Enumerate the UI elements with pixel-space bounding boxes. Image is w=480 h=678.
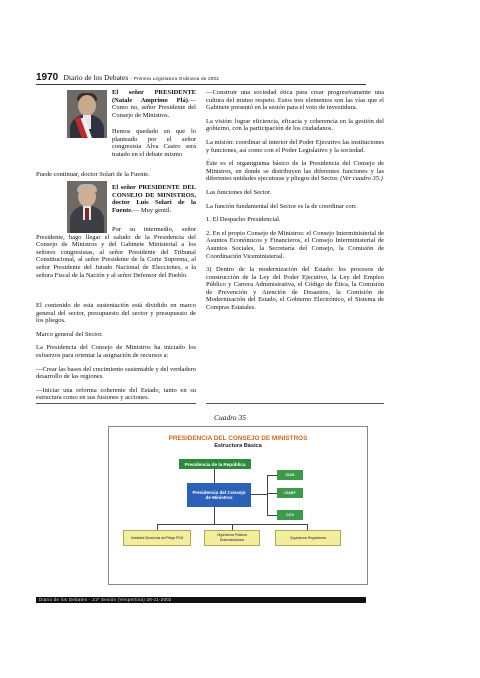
box-organismos-reguladores: Organismos Reguladores	[275, 530, 341, 546]
speaker2-heading: El señor PRESIDENTE DEL CONSEJO DE MINISTROS, doctor Luis Solari de la Fuente.	[112, 184, 196, 214]
speaker1-block	[112, 89, 196, 119]
page-number: 1970	[36, 72, 59, 83]
right-para3: La misión: coordinar al interior del Poder Ejecutivo las instituciones y funciones, así como con el Poder Legislativo y la sociedad.	[206, 138, 384, 154]
org-chart	[108, 426, 368, 585]
connector-ciaef	[267, 493, 277, 494]
right-para8: 2. En el propio Consejo de Ministros: el Consejo Interministerial de Asuntos Económicos y Financieros, el Consejo Interministerial de Asuntos Sociales, la Secretaría del Consejo, la Comisión de Coordinación Viceministerial.	[206, 229, 384, 260]
header-rule	[36, 84, 366, 85]
connector-ccv	[267, 515, 277, 516]
left-para6: La Presidencia del Consejo de Ministros ha iniciado los esfuerzos para orientar la asignación de recursos a:	[36, 344, 196, 359]
box-ccv: CCV	[277, 510, 303, 520]
right-para1: —Construir una sociedad ética para crear progresivamente una cultura del mutuo respeto. Estos tres elementos son las vías que el Gabinete presentó en la sesión para el voto de investidura.	[206, 89, 384, 112]
right-para6: La función fundamental del Sector es la de coordinar con:	[206, 202, 357, 210]
box-organismos-publicos: Organismos Públicos Descentralizados	[204, 530, 260, 546]
left-para2: Puede continuar, doctor Solari de la Fuente.	[36, 171, 150, 178]
left-para4: El contenido de esta sustentación está dividido en marco general del sector, presupuesto del sector y presupuesto de los pliegos.	[36, 302, 196, 325]
org-chart-title: PRESIDENCIA DEL CONSEJO DE MINISTROS	[168, 435, 308, 442]
figure-reference: (Ver cuadro 35.)	[340, 175, 383, 183]
connector-side-vertical	[267, 475, 268, 516]
right-column	[206, 89, 384, 318]
speaker1-text: .— Como no, señor Presidente del Consejo de Ministros.	[112, 96, 196, 119]
left-para5: Marco general del Sector.	[36, 330, 103, 338]
speaker2-block	[112, 184, 196, 214]
figure-caption: Cuadro 35	[213, 413, 247, 422]
session-label: - Primera Legislatura Ordinaria de 2002	[130, 76, 219, 81]
left-divider	[36, 403, 196, 404]
right-para4: Éste es el organigrama básico de la Presidencia del Consejo de Ministros, en donde se distribuyen las diferentes funciones y las diferentes unidades ejecutoras y pliegos del Sector.	[206, 160, 384, 183]
speaker-photo-president	[67, 90, 107, 138]
journal-title: Diario de los Debates	[63, 73, 129, 82]
right-divider	[206, 403, 384, 404]
box-presidencia-consejo: Presidencia del Consejo de Ministros	[187, 483, 251, 507]
connector-side	[251, 494, 267, 495]
box-cias: CIAS	[277, 470, 303, 480]
running-header	[36, 73, 366, 83]
left-para8: —Iniciar una reforma coherente del Estado, tanto en su estructura como en sus fusiones y acciones.	[36, 386, 196, 402]
speaker2-text: — Muy gentil.	[132, 206, 172, 214]
speaker1-heading: El señor PRESIDENTE (Natale Amprimo Plá)	[112, 89, 196, 104]
right-para5: Las funciones del Sector.	[206, 188, 272, 196]
right-para9: 3) Dentro de la modernización del Estado: los procesos de construcción de la Ley del Poder Ejecutivo, la Ley del Empleo Público y Carrera Administrativa, el Código de Ética, la Comisión de Prevención y Atención de Desastres, la Comisión de Modernización del Estado, el Gobierno Electrónico, el Sistema de Compras Estatales.	[206, 266, 384, 312]
box-presidencia-republica: Presidencia de la República	[179, 459, 251, 469]
connector-bottom	[214, 507, 215, 524]
left-para2-wrap	[36, 171, 196, 185]
connector-top	[214, 469, 215, 483]
right-para7: 1. El Despacho Presidencial.	[206, 216, 281, 224]
org-chart-subtitle: Estructura Básica	[214, 443, 262, 449]
left-para7: —Crear las bases del crecimiento sustentable y del verdadero desarrollo de las regiones.	[36, 365, 196, 381]
footer-bar	[36, 597, 366, 603]
right-para2: La visión: lograr eficiencia, eficacia y coherencia en la gestión del gobierno, con la participación de los ciudadanos.	[206, 117, 384, 133]
left-para1-top	[112, 128, 196, 158]
left-column-lower	[36, 302, 196, 408]
left-para3-wrap	[36, 226, 196, 285]
footer-text: Diario de los Debates - 21ª Sesión (Vespertina) 28-11-2002	[39, 597, 172, 602]
box-unidades-ejecutoras: Unidades Ejecutoras del Pliego PCM	[123, 530, 191, 546]
left-para3: Por su intermedio, señor Presidente, hago llegar el saludo de la Presidencia del Consejo de Ministros y del Gabinete Ministerial a los señores congresistas, al señor Presidente del Tribunal Constitucional, al señor Presidente de la Corte Suprema, al señor Presidente del Jurado Nacional de Elecciones, a la señora Fiscal de la Nación y al señor Defensor del Pueblo.	[36, 226, 196, 279]
right-para4-wrap	[206, 160, 384, 183]
left-para1: Hemos quedado en que lo planteado por el señor congresista Alva Castro será tratado en el debate mismo	[112, 128, 196, 158]
connector-cias	[267, 475, 277, 476]
box-ciaef: CIAEF	[277, 488, 303, 498]
